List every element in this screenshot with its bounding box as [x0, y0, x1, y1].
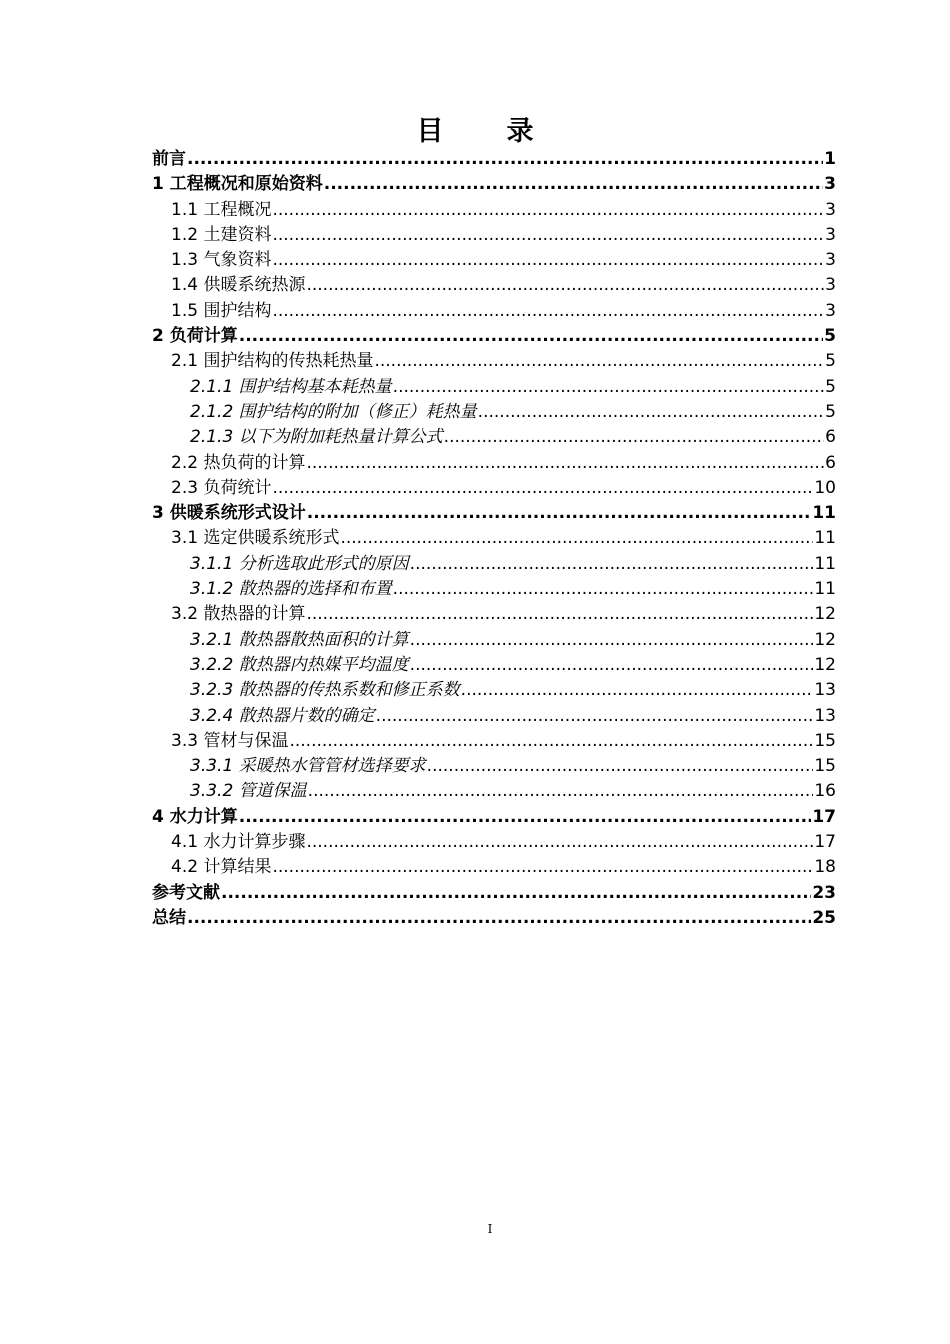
toc-dot-leader: [324, 172, 823, 197]
toc-entry-page: 11: [814, 528, 836, 549]
toc-entry[interactable]: [152, 602, 836, 627]
toc-entry-page: 25: [812, 907, 836, 928]
toc-entry[interactable]: [152, 400, 836, 425]
toc-entry-label: 总结: [152, 907, 186, 928]
toc-dot-leader: [306, 830, 813, 855]
toc-entry-page: 17: [812, 806, 836, 827]
toc-entry[interactable]: [152, 805, 836, 830]
toc-entry-page: 1: [824, 149, 836, 169]
toc-entry-page: 12: [814, 654, 836, 675]
toc-dot-leader: [376, 704, 814, 729]
toc-dot-leader: [272, 476, 813, 501]
toc-entry-page: 3: [825, 199, 836, 220]
toc-dot-leader: [221, 881, 811, 906]
toc-dot-leader: [306, 451, 824, 476]
table-of-contents: [152, 147, 836, 931]
toc-entry[interactable]: [152, 501, 836, 526]
toc-entry-label: 3 供暖系统形式设计: [152, 503, 306, 524]
toc-entry[interactable]: [152, 172, 836, 197]
toc-entry-label: 3.3.1 采暖热水管管材选择要求: [190, 756, 426, 777]
toc-dot-leader: [306, 273, 824, 298]
toc-entry-page: 5: [825, 401, 836, 422]
toc-entry[interactable]: [152, 476, 836, 501]
toc-title: 目 录: [416, 116, 552, 147]
toc-entry-label: 1 工程概况和原始资料: [152, 174, 323, 195]
toc-dot-leader: [187, 147, 823, 172]
toc-entry-label: 1.1 工程概况: [171, 199, 272, 220]
toc-dot-leader: [187, 906, 811, 931]
toc-entry-page: 12: [814, 604, 836, 625]
toc-entry[interactable]: [152, 299, 836, 324]
toc-entry[interactable]: [152, 425, 836, 450]
toc-entry-page: 5: [825, 376, 836, 397]
toc-entry-label: 1.3 气象资料: [171, 250, 272, 271]
toc-entry[interactable]: [152, 526, 836, 551]
toc-entry-page: 3: [824, 174, 836, 195]
toc-entry-label: 3.3.2 管道保温: [190, 781, 307, 802]
toc-entry[interactable]: [152, 855, 836, 880]
toc-entry-page: 13: [814, 705, 836, 726]
toc-entry[interactable]: [152, 198, 836, 223]
toc-entry[interactable]: [152, 577, 836, 602]
toc-entry-page: 12: [814, 629, 836, 650]
toc-entry[interactable]: [152, 754, 836, 779]
toc-entry[interactable]: [152, 704, 836, 729]
toc-entry-label: 1.5 围护结构: [171, 300, 272, 321]
toc-entry-page: 3: [825, 275, 836, 296]
toc-entry-label: 4.1 水力计算步骤: [171, 832, 306, 853]
toc-dot-leader: [374, 349, 824, 374]
toc-entry-label: 2.1.2 围护结构的附加（修正）耗热量: [190, 401, 477, 422]
toc-entry[interactable]: [152, 248, 836, 273]
toc-entry-page: 11: [812, 503, 836, 524]
toc-entry[interactable]: [152, 678, 836, 703]
toc-entry[interactable]: [152, 881, 836, 906]
toc-entry-label: 3.1.1 分析选取此形式的原因: [190, 553, 409, 574]
toc-entry-label: 3.2.3 散热器的传热系数和修正系数: [190, 680, 460, 701]
toc-dot-leader: [239, 805, 812, 830]
toc-dot-leader: [410, 628, 814, 653]
toc-entry-label: 1.2 土建资料: [171, 224, 272, 245]
toc-entry-label: 4 水力计算: [152, 806, 238, 827]
toc-dot-leader: [306, 602, 813, 627]
toc-entry[interactable]: [152, 729, 836, 754]
toc-dot-leader: [272, 223, 824, 248]
toc-dot-leader: [410, 653, 814, 678]
toc-dot-leader: [393, 577, 814, 602]
toc-entry-page: 16: [814, 781, 836, 802]
toc-entry-page: 11: [814, 553, 836, 574]
toc-entry[interactable]: [152, 223, 836, 248]
toc-entry-label: 2.1.1 围护结构基本耗热量: [190, 376, 392, 397]
toc-dot-leader: [410, 552, 814, 577]
toc-entry-label: 3.2.4 散热器片数的确定: [190, 705, 375, 726]
toc-entry-page: 11: [814, 579, 836, 600]
toc-entry[interactable]: [152, 653, 836, 678]
toc-entry-label: 参考文献: [152, 882, 220, 903]
toc-entry-page: 13: [814, 680, 836, 701]
toc-dot-leader: [272, 198, 824, 223]
toc-entry-label: 3.1.2 散热器的选择和布置: [190, 579, 392, 600]
toc-entry[interactable]: [152, 628, 836, 653]
toc-entry[interactable]: [152, 779, 836, 804]
toc-entry-label: 2.3 负荷统计: [171, 477, 272, 498]
toc-entry-page: 23: [812, 882, 836, 903]
toc-entry-page: 3: [825, 224, 836, 245]
toc-entry[interactable]: [152, 451, 836, 476]
toc-entry-page: 17: [814, 832, 836, 853]
toc-entry-page: 6: [825, 427, 836, 448]
toc-dot-leader: [272, 299, 824, 324]
toc-entry-page: 15: [814, 756, 836, 777]
toc-entry-page: 15: [814, 730, 836, 751]
toc-entry-label: 3.1 选定供暖系统形式: [171, 528, 340, 549]
footer-page-number: I: [487, 1222, 493, 1236]
toc-dot-leader: [307, 501, 812, 526]
toc-entry[interactable]: [152, 552, 836, 577]
toc-dot-leader: [340, 526, 813, 551]
toc-entry-label: 4.2 计算结果: [171, 857, 272, 878]
toc-entry[interactable]: [152, 273, 836, 298]
toc-entry-label: 2 负荷计算: [152, 326, 238, 347]
toc-entry-page: 5: [824, 326, 836, 347]
toc-dot-leader: [272, 248, 824, 273]
toc-entry-label: 2.2 热负荷的计算: [171, 452, 306, 473]
toc-entry-page: 5: [825, 351, 836, 372]
toc-entry-label: 3.2.1 散热器散热面积的计算: [190, 629, 409, 650]
toc-dot-leader: [289, 729, 813, 754]
toc-entry-page: 6: [825, 452, 836, 473]
toc-entry-label: 3.2 散热器的计算: [171, 604, 306, 625]
toc-entry[interactable]: [152, 375, 836, 400]
toc-entry[interactable]: [152, 906, 836, 931]
toc-dot-leader: [239, 324, 823, 349]
toc-entry-label: 3.2.2 散热器内热媒平均温度: [190, 654, 409, 675]
toc-entry-label: 1.4 供暖系统热源: [171, 275, 306, 296]
toc-dot-leader: [393, 375, 825, 400]
toc-dot-leader: [444, 425, 825, 450]
toc-dot-leader: [427, 754, 814, 779]
toc-dot-leader: [308, 779, 814, 804]
toc-entry[interactable]: [152, 830, 836, 855]
toc-entry-page: 10: [814, 477, 836, 498]
toc-dot-leader: [478, 400, 825, 425]
toc-dot-leader: [272, 855, 813, 880]
toc-entry-label: 2.1.3 以下为附加耗热量计算公式: [190, 427, 443, 448]
toc-entry[interactable]: [152, 147, 836, 172]
toc-entry-page: 18: [814, 857, 836, 878]
toc-entry-page: 3: [825, 300, 836, 321]
toc-entry[interactable]: [152, 324, 836, 349]
toc-dot-leader: [461, 678, 814, 703]
toc-entry-label: 2.1 围护结构的传热耗热量: [171, 351, 374, 372]
toc-entry-label: 前言: [152, 149, 186, 169]
toc-entry[interactable]: [152, 349, 836, 374]
toc-entry-page: 3: [825, 250, 836, 271]
toc-entry-label: 3.3 管材与保温: [171, 730, 289, 751]
